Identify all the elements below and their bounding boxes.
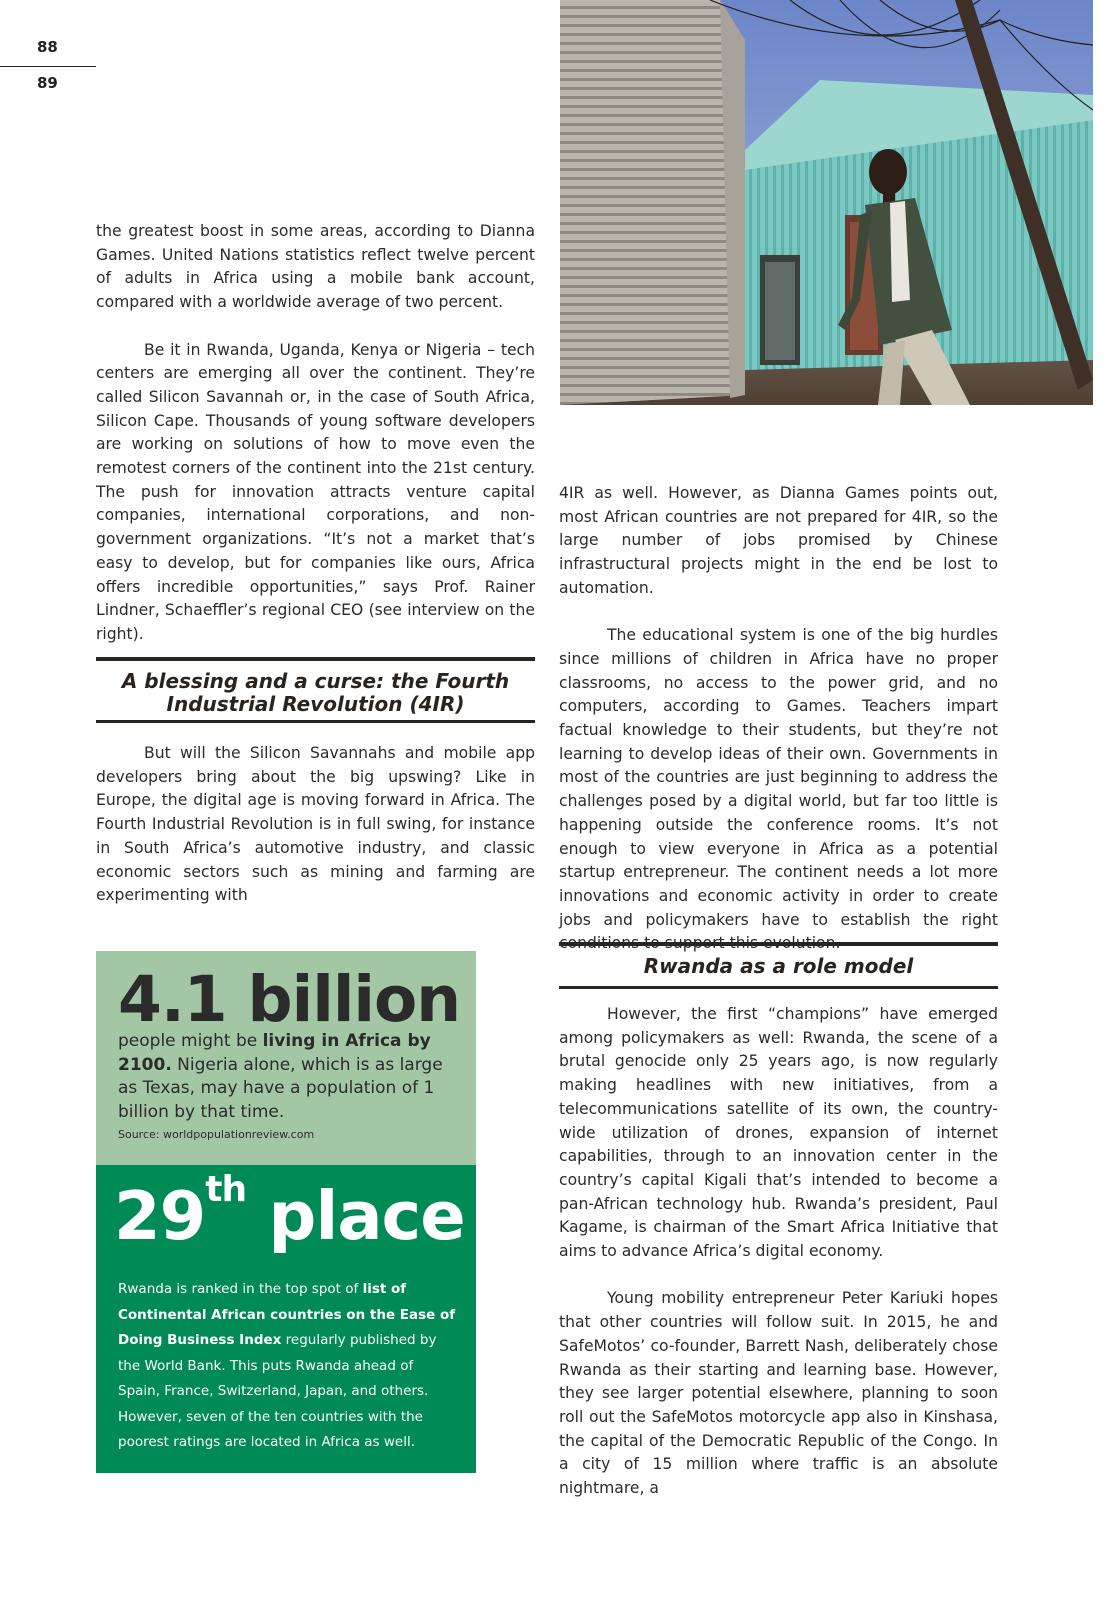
page-number-left: 88: [37, 38, 58, 56]
paragraph: Young mobility entrepreneur Peter Kariuki hopes that other countries will follow suit. In 2015, he and SafeMotos’ co-founder, Barrett Nash, deliberately chose Rwanda as their starting and learning base. However, they see larger potential elsewhere, planning to soon roll out the SafeMotos motorcycle app also in Kinshasa, the capital of the Democratic Republic of the Congo. In a city of 15 million where traffic is an absolute nightmare, a: [559, 1289, 998, 1498]
left-column-text: [96, 220, 535, 647]
stat-description: people might be living in Africa by 2100. Nigeria alone, which is as large as Texas, may have a population of 1 billion by that time.: [118, 1031, 443, 1122]
right-column-text: [559, 482, 998, 956]
paragraph: the greatest boost in some areas, according to Dianna Games. United Nations statistics reflect twelve percent of adults in Africa using a mobile bank account, compared with a worldwide average of two percent.: [96, 222, 535, 312]
left-column-text-lower: [96, 742, 535, 908]
stat-source: Source: worldpopulationreview.com: [118, 1128, 315, 1141]
stat-box-population: [96, 951, 476, 1165]
paragraph: But will the Silicon Savannahs and mobile app developers bring about the big upswing? Like in Europe, the digital age is moving forward in Africa. The Fourth Industrial Revolution is in full swing, for instance in South Africa’s automotive industry, and classic economic sectors such as mining and farming are experimenting with: [96, 744, 535, 905]
right-column-text-lower: [559, 1003, 998, 1501]
section-heading-rwanda: [559, 942, 998, 989]
stat-figure: 4.1 billion: [118, 963, 461, 1036]
page-number-divider: [0, 66, 96, 67]
stat-box-ranking: [96, 1165, 476, 1473]
paragraph: Be it in Rwanda, Uganda, Kenya or Nigeria – tech centers are emerging all over the continent. They’re called Silicon Savannah or, in the case of South Africa, Silicon Cape. Thousands of young software developers are working on solutions of how to move even the remotest corners of the continent into the 21st century. The push for innovation attracts venture capital companies, international corporations, and non-government organizations. “It’s not a market that’s easy to develop, but for companies like ours, Africa offers incredible opportunities,” says Prof. Rainer Lindner, Schaeffler’s regional CEO (see interview on the right).: [96, 340, 535, 643]
stat-description: Rwanda is ranked in the top spot of list of Continental African countries on the Ease of Doing Business Index regularly published by the World Bank. This puts Rwanda ahead of Spain, France, Switzerland, Japan, and others. However, seven of the ten countries with the poorest ratings are located in Africa as well.: [118, 1281, 456, 1450]
photo-township-man-walking: [560, 0, 1093, 405]
paragraph: The educational system is one of the big hurdles since millions of children in Africa have no proper classrooms, no access to the power grid, and no computers, according to Games. Teachers impart factual knowledge to their students, but they’re not learning to develop ideas of their own. Governments in most of the countries are just beginning to address the challenges posed by a digital world, but far too little is happening outside the conference rooms. It’s not enough to view everyone in Africa as a potential startup entrepreneur. The continent needs a lot more innovations and economic activity in order to create jobs and policymakers have to establish the right conditions to support this evolution.: [559, 626, 998, 953]
section-heading-text: A blessing and a curse: the Fourth Industrial Revolution (4IR): [121, 669, 510, 716]
stat-figure: 29th place: [114, 1169, 465, 1255]
section-heading-text: Rwanda as a role model: [643, 954, 914, 978]
paragraph: However, the first “champions” have emerged among policymakers as well: Rwanda, the scene of a brutal genocide only 25 years ago, is now regularly making headlines with new initiatives, from a telecommunications satellite of its own, the country-wide utilization of drones, expansion of internet capabilities, through to an innovation center in the country’s capital Kigali that’s intended to become a pan-African technology hub. Rwanda’s president, Paul Kagame, is chairman of the Smart Africa Initiative that aims to advance Africa’s digital economy.: [559, 1005, 998, 1261]
paragraph: 4IR as well. However, as Dianna Games points out, most African countries are not prepared for 4IR, so the large number of jobs promised by Chinese infrastructural projects might in the end be lost to automation.: [559, 484, 998, 597]
page-number-right: 89: [37, 74, 58, 92]
section-heading-4ir: [96, 657, 535, 723]
